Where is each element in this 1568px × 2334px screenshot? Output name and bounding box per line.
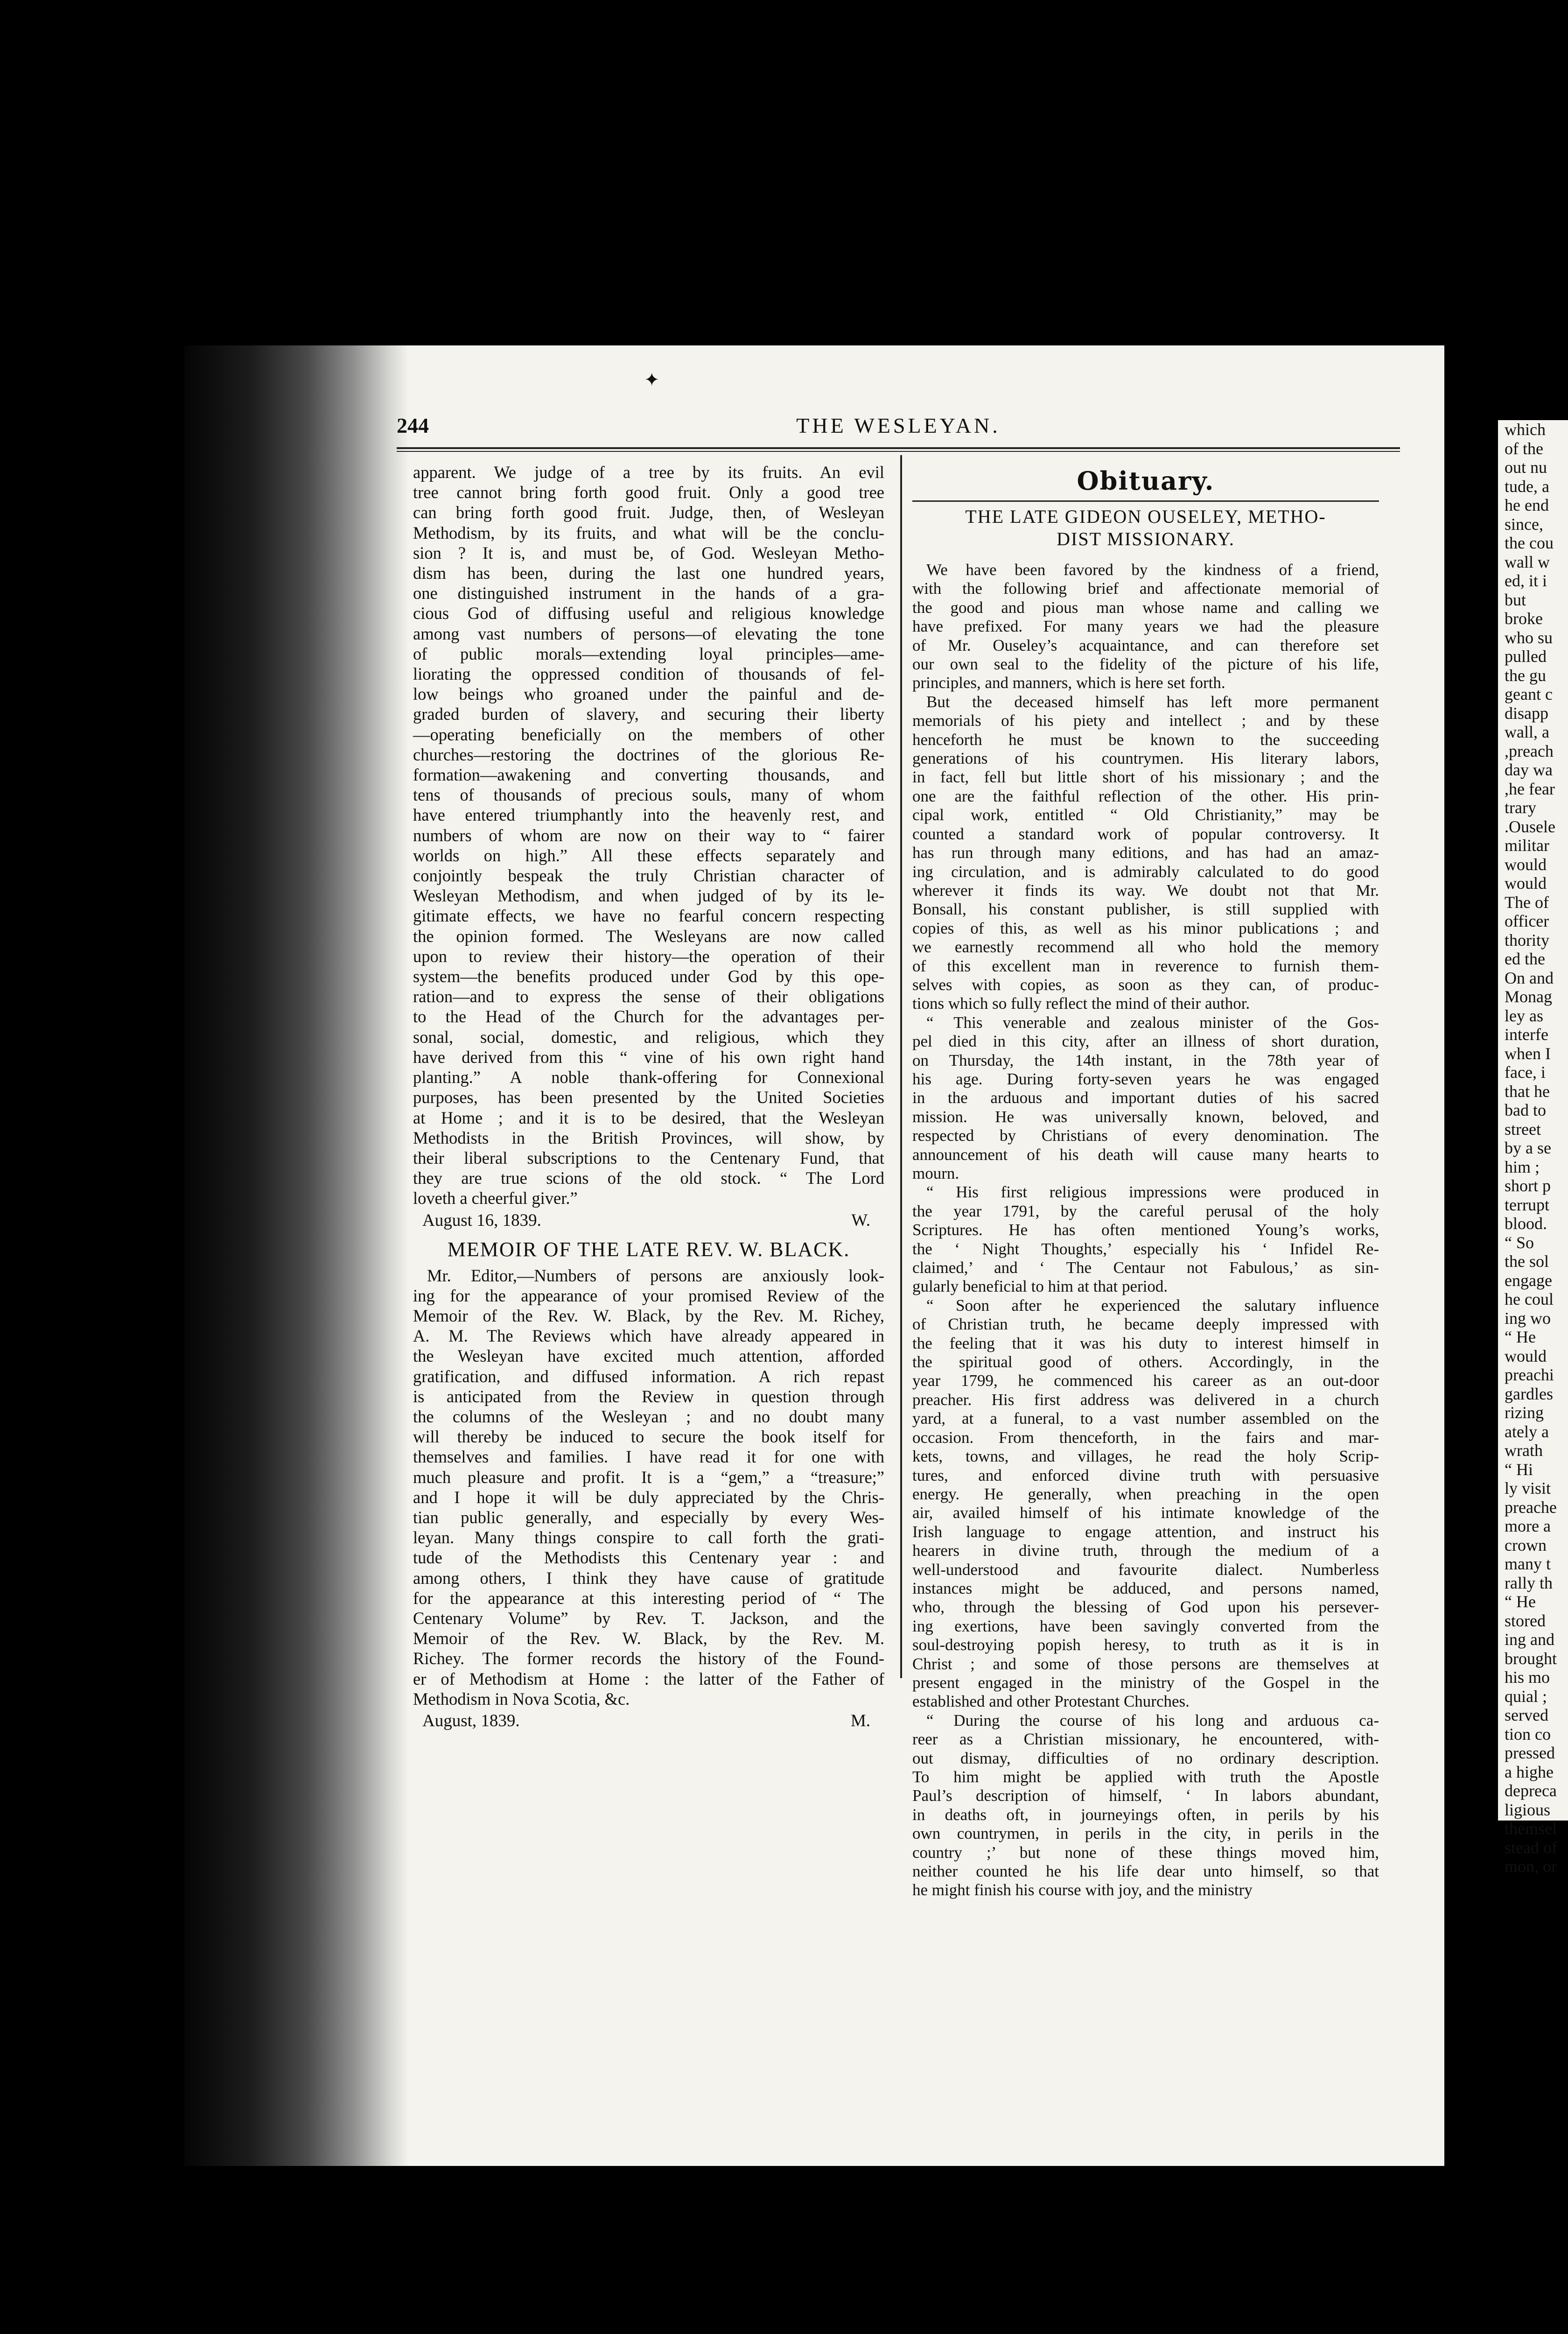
text-line: churches—restoring the doctrines of the glorious Re- — [413, 745, 884, 764]
left-column — [413, 462, 884, 1733]
text-line: Methodists in the British Provinces, will show, by — [413, 1128, 884, 1147]
obituary-paragraph — [912, 1296, 1379, 1711]
facing-page-line: disapp — [1505, 703, 1548, 723]
facing-page-line: ed, it i — [1505, 571, 1547, 590]
obituary-paragraph — [912, 1183, 1379, 1296]
facing-page-line: face, i — [1505, 1063, 1546, 1082]
facing-page-line: crown — [1505, 1535, 1547, 1554]
facing-page-line: he end — [1505, 496, 1549, 514]
text-line: of public morals—extending loyal principles—ame- — [413, 644, 884, 663]
facing-page-line: pressed — [1505, 1743, 1555, 1762]
text-line: occasion. From thenceforth, in the fairs and mar- — [912, 1428, 1379, 1447]
text-line: tions which so fully reflect the mind of their author. — [912, 994, 1250, 1013]
text-line: To him might be applied with truth the Apostle — [912, 1768, 1379, 1786]
text-line: have derived from this “ vine of his own right hand — [413, 1047, 884, 1067]
text-line: has run through many editions, and has had an amaz- — [912, 844, 1379, 862]
text-line: Memoir of the Rev. W. Black, by the Rev. M. — [413, 1629, 884, 1648]
facing-page-line: would — [1505, 855, 1547, 874]
text-line: the columns of the Wesleyan ; and no doubt many — [413, 1406, 884, 1426]
text-line: sonal, social, domestic, and religious, which they — [413, 1027, 884, 1047]
text-line: “ Soon after he experienced the salutary influence — [926, 1296, 1379, 1315]
text-line: ing circulation, and is admirably calculated to do good — [912, 862, 1379, 881]
memoir-signoff — [413, 1709, 884, 1733]
facing-page-line: his mo — [1505, 1668, 1550, 1687]
text-line: the year 1791, by the careful perusal of the holy — [912, 1202, 1379, 1220]
text-line: yard, at a funeral, to a vast number assembled on the — [912, 1409, 1379, 1428]
text-line: to the Head of the Church for the advantages per- — [413, 1007, 884, 1026]
obituary-heading: Obituary. — [1077, 466, 1215, 496]
article-body — [413, 462, 884, 1209]
text-line: purposes, has been presented by the United Societies — [413, 1088, 884, 1107]
text-line: sion ? It is, and must be, of God. Wesleyan Metho- — [413, 543, 884, 562]
facing-page-line: “ So — [1505, 1233, 1534, 1252]
text-line: one distinguished instrument in the hands of a gra- — [413, 584, 884, 603]
obituary-body — [912, 561, 1379, 1900]
text-line: principles, and manners, which is here set forth. — [912, 674, 1225, 692]
text-line: “ During the course of his long and arduous ca- — [926, 1711, 1379, 1729]
printer-mark-icon: ✦ — [644, 369, 660, 390]
text-line: Memoir of the Rev. W. Black, by the Rev. M. Richey, — [413, 1306, 884, 1325]
facing-page-line: by a se — [1505, 1139, 1551, 1157]
text-line: formation—awakening and converting thousands, and — [413, 765, 884, 785]
facing-page-line: trary — [1505, 798, 1536, 817]
text-line: the Wesleyan have excited much attention, afforded — [413, 1346, 884, 1366]
facing-page-line: that he — [1505, 1082, 1550, 1101]
facing-page-line: officer — [1505, 912, 1549, 930]
text-line: numbers of whom are now on their way to “ fairer — [413, 825, 884, 845]
text-line: tude of the Methodists this Centenary year : and — [413, 1548, 884, 1568]
facing-page-line: “ Hi — [1505, 1460, 1533, 1479]
facing-page-line: the sol — [1505, 1252, 1549, 1271]
text-line: kets, towns, and villages, he read the holy Scrip- — [912, 1447, 1379, 1466]
text-line: tures, and enforced divine truth with persuasive — [912, 1466, 1379, 1484]
text-line: loveth a cheerful giver.” — [413, 1188, 578, 1208]
text-line: tian public generally, and especially by every Wes- — [413, 1507, 884, 1527]
text-line: memorials of his piety and intellect ; and by these — [912, 711, 1379, 730]
facing-page-line: which — [1505, 420, 1546, 439]
book-spine-shadow — [184, 345, 408, 2166]
facing-page-line: street — [1505, 1119, 1541, 1139]
facing-page-line: preache — [1505, 1497, 1557, 1517]
text-line: counted a standard work of popular controversy. It — [912, 824, 1379, 843]
article-date: August 16, 1839. — [422, 1210, 541, 1230]
text-line: in the arduous and important duties of his sacred — [912, 1089, 1379, 1107]
text-line: much pleasure and profit. It is a “gem,” a “treasure;” — [413, 1467, 884, 1487]
text-line: cipal work, entitled “ Old Christianity,” may be — [912, 806, 1379, 824]
text-line: Scriptures. He has often mentioned Young’s works, — [912, 1221, 1379, 1239]
facing-page-line: wall w — [1505, 552, 1550, 571]
facing-page-line: On and — [1505, 968, 1554, 987]
text-line: “ This venerable and zealous minister of the Gos- — [926, 1013, 1379, 1032]
text-line: pel died in this city, after an illness of short duration, — [912, 1032, 1379, 1051]
text-line: own countrymen, in perils in the city, in perils in the — [912, 1824, 1379, 1843]
facing-page-line: wrath — [1505, 1441, 1543, 1460]
memoir-date: August, 1839. — [422, 1711, 520, 1730]
text-line: is anticipated from the Review in question through — [413, 1386, 884, 1406]
text-line: on Thursday, the 14th instant, in the 78th year of — [912, 1051, 1379, 1069]
facing-page-line: would — [1505, 874, 1547, 893]
memoir-title: MEMOIR OF THE LATE REV. W. BLACK. — [447, 1237, 850, 1261]
facing-page-line: when I — [1505, 1044, 1551, 1063]
text-line: his age. During forty-seven years he was engaged — [912, 1069, 1379, 1088]
obituary-paragraph — [912, 1711, 1379, 1900]
text-line: claimed,’ and ‘ The Centaur not Fabulous,’ as sin- — [912, 1258, 1379, 1277]
text-line: we earnestly recommend all who hold the memory — [912, 938, 1379, 956]
text-line: their liberal subscriptions to the Centenary Fund, that — [413, 1148, 884, 1167]
text-line: in deaths oft, in journeyings often, in perils by his — [912, 1805, 1379, 1824]
facing-page-line: themsel — [1505, 1819, 1557, 1838]
text-line: neither counted he his life dear unto himself, so that — [912, 1862, 1379, 1881]
text-line: generations of his countrymen. His literary labors, — [912, 749, 1379, 768]
text-line: year 1799, he commenced his career as an out-door — [912, 1371, 1379, 1390]
text-line: mission. He was universally known, beloved, and — [912, 1107, 1379, 1126]
text-line: er of Methodism at Home : the latter of the Father of — [413, 1669, 884, 1688]
text-line: selves with copies, as soon as they can, of produc- — [912, 975, 1379, 994]
text-line: gratification, and diffused information. A rich repast — [413, 1366, 884, 1386]
facing-page-line: broke — [1505, 609, 1543, 628]
text-line: Wesleyan Methodism, and when judged of by its le- — [413, 886, 884, 906]
facing-page-line: more a — [1505, 1517, 1551, 1535]
facing-page-line: short p — [1505, 1176, 1551, 1195]
text-line: Irish language to engage attention, and instruct his — [912, 1522, 1379, 1541]
text-line: Methodism in Nova Scotia, &c. — [413, 1689, 630, 1708]
text-line: soul-destroying popish heresy, to truth as it is in — [912, 1636, 1379, 1654]
text-line: graded burden of slavery, and securing their liberty — [413, 704, 884, 724]
text-line: among others, I think they have cause of gratitude — [413, 1568, 884, 1588]
facing-page-edge — [1498, 420, 1568, 1876]
facing-page-line: ,he fear — [1505, 779, 1555, 798]
facing-page-line: pulled — [1505, 647, 1547, 666]
text-line: will thereby be induced to secure the book itself for — [413, 1427, 884, 1447]
text-line: A. M. The Reviews which have already appeared in — [413, 1326, 884, 1346]
text-line: tens of thousands of precious souls, many of whom — [413, 785, 884, 805]
text-line: can bring forth good fruit. Judge, then, of Wesleyan — [413, 503, 884, 522]
text-line: copies of this, as well as his minor publications ; and — [912, 919, 1379, 937]
text-line: Centenary Volume” by Rev. T. Jackson, and the — [413, 1608, 884, 1628]
text-line: preacher. His first address was delivered in a church — [912, 1390, 1379, 1409]
text-line: present engaged in the ministry of the Gospel in the — [912, 1673, 1379, 1692]
facing-page-line: the gu — [1505, 666, 1546, 685]
facing-page-line: bad to — [1505, 1101, 1546, 1119]
facing-page-line: would — [1505, 1346, 1547, 1365]
facing-page-line: militar — [1505, 836, 1549, 855]
text-line: Methodism, by its fruits, and what will be the conclu- — [413, 523, 884, 542]
page-number: 244 — [397, 414, 429, 437]
text-line: tree cannot bring forth good fruit. Only a good tree — [413, 483, 884, 502]
text-line: Mr. Editor,—Numbers of persons are anxiously look- — [427, 1265, 884, 1285]
text-line: have entered triumphantly into the heavenly rest, and — [413, 805, 884, 825]
text-line: air, availed himself of his intimate knowledge of the — [912, 1504, 1379, 1522]
text-line: instances might be adduced, and persons named, — [912, 1579, 1379, 1597]
obituary-paragraph — [912, 561, 1379, 693]
facing-page-line: ,preach — [1505, 741, 1554, 760]
text-line: —operating beneficially on the members of other — [413, 724, 884, 744]
facing-page-line: .Ousele — [1505, 817, 1555, 836]
text-line: out dismay, difficulties of no ordinary description. — [912, 1749, 1379, 1767]
right-column — [912, 462, 1379, 1900]
facing-page-line: gardles — [1505, 1384, 1553, 1403]
text-line: worlds on high.” All these effects separately and — [413, 845, 884, 865]
facing-page-line: “ He — [1505, 1592, 1536, 1611]
obituary-rule — [912, 500, 1379, 502]
facing-page-line: Monag — [1505, 987, 1552, 1006]
text-line: henceforth he must be known to the succeeding — [912, 730, 1379, 749]
facing-page-line: preachi — [1505, 1365, 1554, 1384]
text-line: of Mr. Ouseley’s acquaintance, and can therefore set — [912, 636, 1379, 654]
text-line: ing exertions, have been savingly converted from the — [912, 1617, 1379, 1635]
text-line: ration—and to express the sense of their obligations — [413, 987, 884, 1006]
text-line: dism has been, during the last one hundred years, — [413, 563, 884, 583]
text-line: at Home ; and it is to be desired, that the Wesleyan — [413, 1108, 884, 1127]
facing-page-line: wall, a — [1505, 723, 1549, 741]
header-rule — [397, 447, 1400, 449]
text-line: But the deceased himself has left more permanent — [926, 692, 1379, 711]
text-line: wherever it finds its way. We doubt not that Mr. — [912, 881, 1379, 900]
text-line: respected by Christians of every denomination. The — [912, 1126, 1379, 1145]
obituary-title-line-1: THE LATE GIDEON OUSELEY, METHO- — [965, 506, 1326, 527]
text-line: Bonsall, his constant publisher, is still supplied with — [912, 900, 1379, 919]
header-rule-thin — [397, 451, 1400, 452]
page-gutter — [1444, 327, 1498, 1961]
text-line: cious God of diffusing useful and religious knowledge — [413, 604, 884, 623]
text-line: gularly beneficial to him at that period. — [912, 1277, 1168, 1296]
text-line: of Christian truth, he became deeply impressed with — [912, 1315, 1379, 1334]
facing-page-line: geant c — [1505, 685, 1553, 703]
text-line: our own seal to the fidelity of the picture of his life, — [912, 655, 1379, 674]
text-line: planting.” A noble thank-offering for Connexional — [413, 1068, 884, 1087]
text-line: hearers in divine truth, through the medium of a — [912, 1541, 1379, 1560]
text-line: low beings who groaned under the painful and de- — [413, 684, 884, 704]
facing-page-line: interfe — [1505, 1025, 1548, 1044]
facing-page-line: depreca — [1505, 1781, 1557, 1800]
facing-page-line: “ He — [1505, 1328, 1536, 1346]
text-line: well-understood and favourite dialect. Numberless — [912, 1560, 1379, 1579]
running-title: THE WESLEYAN. — [796, 414, 1001, 437]
text-line: one are the faithful reflection of the other. His prin- — [912, 787, 1379, 805]
facing-page-line: out nu — [1505, 458, 1547, 477]
facing-page-line: since, — [1505, 514, 1543, 534]
text-line: themselves and families. I have read it for one with — [413, 1447, 884, 1467]
text-line: for the appearance at this interesting period of “ The — [413, 1588, 884, 1608]
facing-page-line: blood. — [1505, 1214, 1547, 1233]
facing-page-line: engage — [1505, 1271, 1552, 1290]
facing-page-line: ing wo — [1505, 1308, 1551, 1328]
facing-page-text — [1498, 420, 1568, 1876]
text-line: have prefixed. For many years we had the pleasure — [912, 617, 1379, 636]
text-line: We have been favored by the kindness of a friend, — [926, 561, 1379, 579]
text-line: they are true scions of the old stock. “ The Lord — [413, 1168, 884, 1188]
facing-page-line: him ; — [1505, 1157, 1540, 1176]
text-line: mourn. — [912, 1164, 959, 1182]
article-signoff — [413, 1209, 884, 1233]
memoir-signature: M. — [850, 1711, 870, 1730]
facing-page-line: a highe — [1505, 1762, 1554, 1781]
text-line: “ His first religious impressions were produced in — [926, 1183, 1379, 1202]
text-line: the spiritual good of others. Accordingly, in the — [912, 1353, 1379, 1371]
text-line: ing for the appearance of your promised Review of the — [413, 1286, 884, 1305]
text-line: Richey. The former records the history of the Found- — [413, 1649, 884, 1668]
facing-page-line: thority — [1505, 930, 1549, 949]
article-signature: W. — [851, 1210, 870, 1230]
text-line: established and other Protestant Churches. — [912, 1692, 1190, 1711]
obituary-paragraph — [912, 693, 1379, 1013]
facing-page-line: brought — [1505, 1649, 1557, 1668]
facing-page-line: ly visit — [1505, 1479, 1551, 1497]
text-line: the good and pious man whose name and calling we — [912, 598, 1379, 617]
facing-page-line: stead of — [1505, 1838, 1557, 1857]
facing-page-line: he coul — [1505, 1290, 1554, 1308]
text-line: among vast numbers of persons—of elevating the tone — [413, 624, 884, 643]
facing-page-line: tion co — [1505, 1724, 1551, 1743]
facing-page-line: of the — [1505, 439, 1543, 458]
facing-page-line: but — [1505, 590, 1526, 609]
column-divider — [900, 455, 902, 1678]
text-line: energy. He generally, when preaching in the open — [912, 1484, 1379, 1503]
facing-page-line: day wa — [1505, 760, 1553, 779]
facing-page-line: many t — [1505, 1554, 1551, 1573]
text-line: apparent. We judge of a tree by its fruits. An evil — [413, 463, 884, 482]
text-line: gitimate effects, we have no fearful concern respecting — [413, 906, 884, 926]
facing-page-line: who su — [1505, 628, 1553, 647]
text-line: leyan. Many things conspire to call forth the grati- — [413, 1528, 884, 1547]
facing-page-line: rally th — [1505, 1573, 1553, 1592]
text-line: the feeling that it was his duty to interest himself in — [912, 1334, 1379, 1352]
facing-page-line: the cou — [1505, 534, 1554, 552]
text-line: the opinion formed. The Wesleyans are now called — [413, 926, 884, 946]
page-header — [397, 413, 1400, 446]
facing-page-line: served — [1505, 1706, 1548, 1724]
obituary-paragraph — [912, 1013, 1379, 1183]
facing-page-line: mon, or — [1505, 1857, 1557, 1876]
facing-page-line: The of — [1505, 893, 1549, 912]
text-line: country ;’ but none of these things moved him, — [912, 1843, 1379, 1862]
text-line: he might finish his course with joy, and the ministry — [912, 1881, 1253, 1899]
text-line: and I hope it will be duly appreciated by the Chris- — [413, 1487, 884, 1507]
text-line: in fact, fell but little short of his missionary ; and the — [912, 768, 1379, 787]
text-line: announcement of his death will cause many hearts to — [912, 1145, 1379, 1164]
text-line: the ‘ Night Thoughts,’ especially his ‘ Infidel Re- — [912, 1239, 1379, 1258]
text-line: reer as a Christian missionary, he encountered, with- — [912, 1730, 1379, 1749]
text-line: upon to review their history—the operation of their — [413, 946, 884, 966]
text-line: liorating the oppressed condition of thousands of fel- — [413, 664, 884, 684]
facing-page-line: tude, a — [1505, 477, 1549, 496]
text-line: with the following brief and affectionate memorial of — [912, 579, 1379, 598]
facing-page-line: ed the — [1505, 949, 1545, 968]
text-line: who, through the blessing of God upon his persever- — [912, 1598, 1379, 1617]
text-line: system—the benefits produced under God by this ope- — [413, 967, 884, 986]
text-line: of this excellent man in reverence to furnish them- — [912, 956, 1379, 975]
text-line: Christ ; and some of those persons are themselves at — [912, 1654, 1379, 1673]
text-line: Paul’s description of himself, ‘ In labors abundant, — [912, 1786, 1379, 1805]
obituary-title-line-2: DIST MISSIONARY. — [1057, 528, 1235, 549]
text-line: conjointly bespeak the truly Christian character of — [413, 866, 884, 886]
memoir-body — [413, 1265, 884, 1709]
facing-page-line: terrupt — [1505, 1195, 1549, 1214]
facing-page-line: rizing — [1505, 1403, 1544, 1422]
facing-page-line: stored — [1505, 1611, 1546, 1630]
facing-page-line: ley as — [1505, 1006, 1543, 1025]
facing-page-line: ately a — [1505, 1422, 1549, 1441]
facing-page-line: ing and — [1505, 1630, 1554, 1649]
facing-page-line: ligious — [1505, 1800, 1551, 1819]
facing-page-line: quial ; — [1505, 1687, 1547, 1706]
